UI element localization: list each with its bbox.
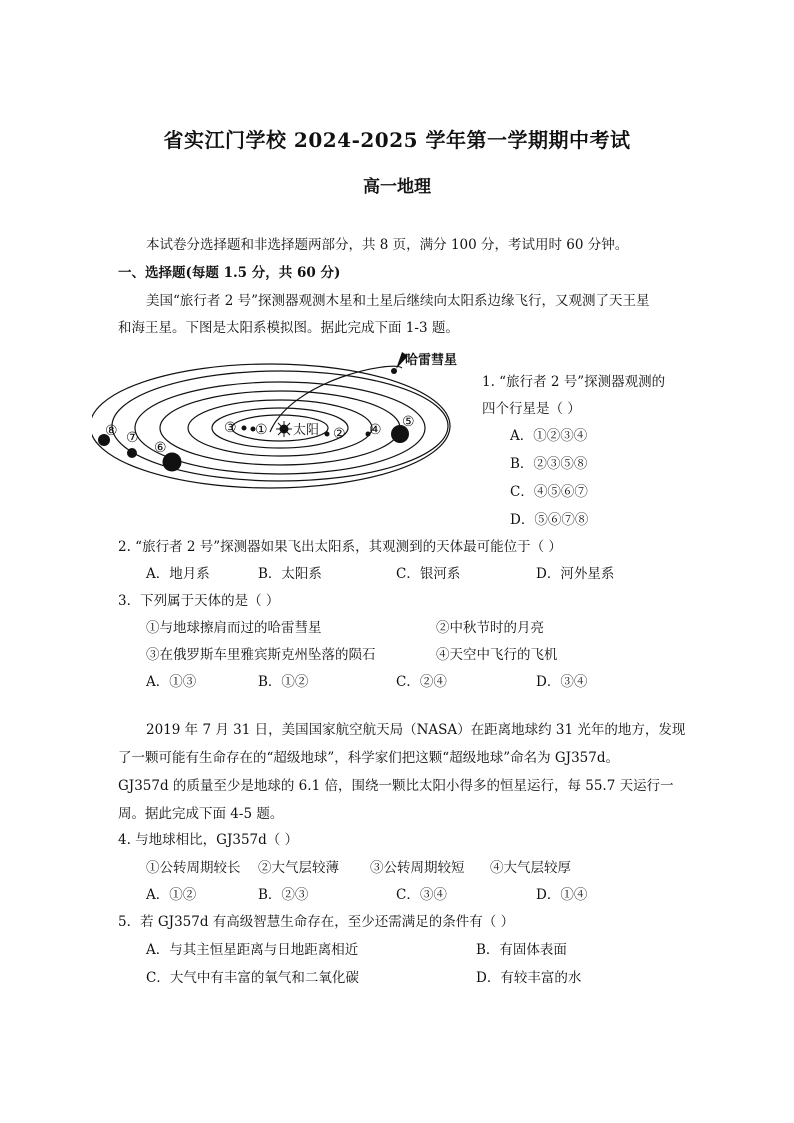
q5-option-b[interactable]: B．有固体表面 (476, 942, 567, 958)
q3-item-3: ③在俄罗斯车里雅宾斯克州坠落的陨石 (146, 647, 376, 663)
planet-label-3: ③ (224, 420, 237, 436)
q4-stem: 4. 与地球相比，GJ357d（ ） (118, 832, 299, 848)
planet-label-8: ⑧ (105, 423, 118, 439)
q2-stem: 2. “旅行者 2 号”探测器如果飞出太阳系，其观测到的天体最可能位于（ ） (118, 539, 562, 555)
q1-stem-line2: 四个行星是（ ） (482, 401, 581, 417)
q1-stem-line1: 1. “旅行者 2 号”探测器观测的 (482, 374, 666, 390)
planet-7-dot (127, 448, 137, 458)
sun-label: 太阳 (293, 423, 320, 438)
q4-item-3: ③公转周期较短 (370, 860, 465, 876)
planet-label-4: ④ (369, 422, 382, 438)
q2-option-a[interactable]: A．地月系 (146, 566, 210, 582)
q5-option-a[interactable]: A．与其主恒星距离与日地距离相近 (146, 942, 359, 958)
q2-option-c[interactable]: C．银河系 (396, 566, 461, 582)
q3-item-4: ④天空中飞行的飞机 (436, 647, 558, 663)
page-subtitle: 高一地理 (363, 177, 431, 197)
comet-label: 哈雷彗星 (405, 353, 458, 368)
passage2-line2: 了一颗可能有生命存在的“超级地球”，科学家们把这颗“超级地球”命名为 GJ357d。 (118, 750, 620, 766)
q1-option-d[interactable]: D．⑤⑥⑦⑧ (510, 512, 589, 528)
q3-option-d[interactable]: D．③④ (536, 674, 588, 690)
passage2-line4: 周。据此完成下面 4-5 题。 (118, 806, 284, 822)
q4-option-a[interactable]: A．①② (146, 887, 197, 903)
q3-item-2: ②中秋节时的月亮 (436, 620, 544, 636)
section-heading: 一、选择题(每题 1.5 分，共 60 分) (118, 265, 341, 281)
q1-option-c[interactable]: C．④⑤⑥⑦ (510, 484, 588, 500)
q2-option-d[interactable]: D．河外星系 (536, 566, 615, 582)
q4-option-c[interactable]: C．③④ (396, 887, 447, 903)
sun-icon (276, 421, 292, 437)
q5-option-d[interactable]: D．有较丰富的水 (476, 970, 582, 986)
q4-item-4: ④大气层较厚 (490, 860, 571, 876)
q4-item-2: ②大气层较薄 (258, 860, 339, 876)
planet-label-5: ⑤ (402, 414, 415, 430)
planet-label-2: ② (333, 426, 346, 442)
q5-stem: 5．若 GJ357d 有高级智慧生命存在，至少还需满足的条件有（ ） (118, 914, 515, 930)
passage2-line3: GJ357d 的质量至少是地球的 6.1 倍，围绕一颗比太阳小得多的恒星运行，每 55.7 天运行一 (118, 778, 674, 794)
comet-orbit (270, 366, 402, 432)
q1-option-a[interactable]: A．①②③④ (510, 428, 588, 444)
q1-option-b[interactable]: B．②③⑤⑧ (510, 456, 588, 472)
q5-option-c[interactable]: C．大气中有丰富的氧气和二氧化碳 (146, 970, 359, 986)
q3-option-a[interactable]: A．①③ (146, 674, 197, 690)
exam-intro: 本试卷分选择题和非选择题两部分，共 8 页，满分 100 分，考试用时 60 分钟。 (146, 237, 629, 253)
q3-option-c[interactable]: C．②④ (396, 674, 447, 690)
planet-label-1: ① (255, 422, 268, 438)
q4-option-d[interactable]: D．①④ (536, 887, 588, 903)
q4-item-1: ①公转周期较长 (146, 860, 241, 876)
page-title: 省实江门学校 2024-2025 学年第一学期期中考试 (163, 128, 631, 152)
q3-item-1: ①与地球擦肩而过的哈雷彗星 (146, 620, 322, 636)
solar-system-diagram (92, 340, 467, 490)
planet-2-dot (325, 432, 330, 437)
planet-label-6: ⑥ (154, 440, 167, 456)
q4-option-b[interactable]: B．②③ (258, 887, 309, 903)
planet-label-7: ⑦ (126, 430, 139, 446)
passage1-line1: 美国“旅行者 2 号”探测器观测木星和土星后继续向太阳系边缘飞行，又观测了天王星 (146, 293, 650, 309)
q3-option-b[interactable]: B．①② (258, 674, 309, 690)
q3-stem: 3．下列属于天体的是（ ） (118, 593, 280, 609)
comet-nucleus (391, 368, 397, 374)
passage2-line1: 2019 年 7 月 31 日，美国国家航空航天局（NASA）在距离地球约 31 光年的地方，发现 (146, 722, 686, 738)
planet-3-dot (242, 426, 247, 431)
passage1-line2: 和海王星。下图是太阳系模拟图。据此完成下面 1-3 题。 (118, 320, 459, 336)
q2-option-b[interactable]: B．太阳系 (258, 566, 322, 582)
